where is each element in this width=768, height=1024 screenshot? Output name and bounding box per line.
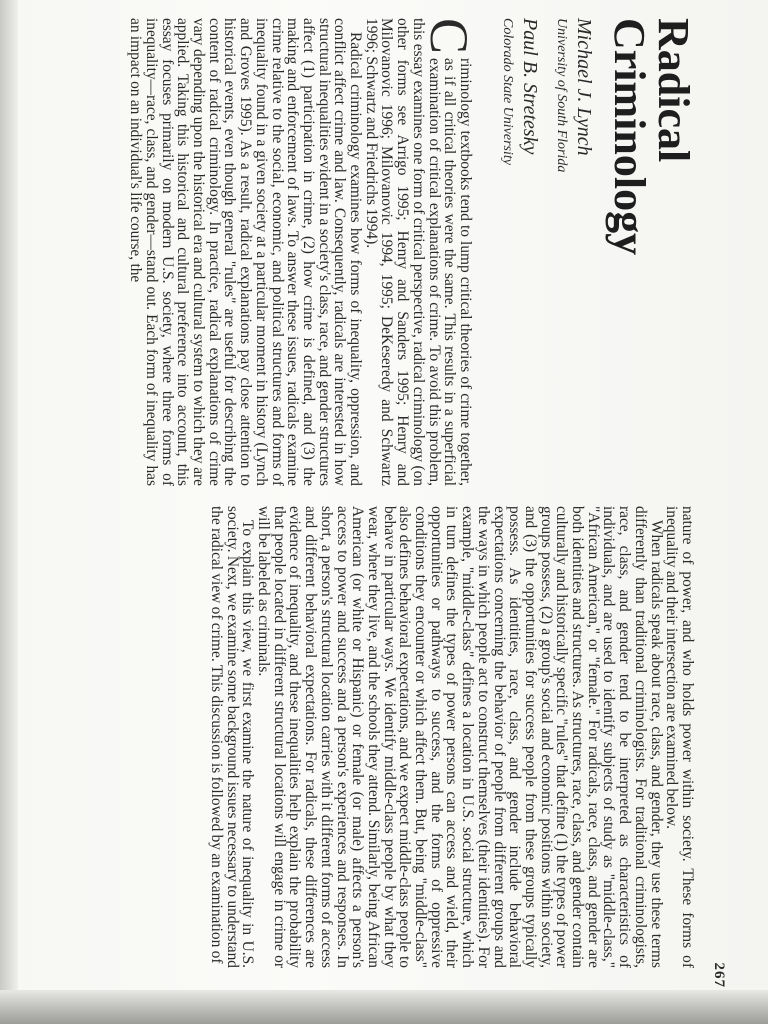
body-paragraph: nature of power, and who holds power within society. These forms of inequality and their intersection are examined below. bbox=[663, 506, 696, 968]
left-text-column bbox=[127, 18, 479, 486]
body-paragraph: To explain this view, we first examine the nature of inequality in U.S. society. Next, we examine some background issues necessary to understand the radical view of crime. This discussion is followed by an examination of bbox=[207, 506, 257, 968]
author-name-1: Michael J. Lynch bbox=[573, 18, 595, 156]
title-line-2: Criminology bbox=[605, 18, 654, 256]
intro-paragraph bbox=[362, 18, 479, 486]
title-line-1: Radical bbox=[649, 18, 698, 163]
body-paragraph: When radicals speak about race, class, and gender, they use these terms differently than traditional criminologists. For traditional criminologists, race, class, and gender tend to be interpreted as characteristics of individuals, and are used to identify subjects of study as "middle-class," "African American," or "female." For radicals, race, class, and gender are both identities and structures. As structures, race, class, and gender contain culturally and historically specific "rules" that define (1) the types of power groups possess, (2) a group's social and economic positions within society, and (3) the opportunities for success people from these groups typically possess. As identities, race, class, and gender include behavioral expectations concerning the behavior of people from different groups and the ways in which people act to construct themselves (their identities). For example, "middle-class" defines a location in U.S. social structure, which in turn defines the types of power persons can access and wield, their opportunities or pathways to success, and the forms of oppressive conditions they encounter or which affect them. But, being "middle-class" also defines behavioral expectations, and we expect middle-class people to behave in particular ways. We identify middle-class people by what they wear, where they live, and the schools they attend. Similarly, being African American (or white or Hispanic) or female (or male) affects a person's access to power and success and a person's experiences and responses. In short, a person's structural location carries with it different forms of access and different behavioral expectations. For radicals, these differences are evidence of inequality, and these inequalities help explain the probability that people located in different structural locations will engage in crime or will be labeled as criminals. bbox=[255, 506, 665, 968]
intro-paragraph-text: riminology textbooks tend to lump critical theories of crime together, as if all critical theories were the same. This results in a superficial examination of critical explanations of crime. To avoid this problem, this essay examines one form of critical perspective, radical criminology (on other forms see Arrigo 1995; Henry and Sanders 1995; Henry and Milovanovic 1996; Milovanovic 1994, 1995; DeKeseredy and Schwartz 1996; Schwartz and Friedrichs 1994). bbox=[362, 18, 474, 486]
author-name-2: Paul B. Stretesky bbox=[519, 18, 541, 155]
page-number: 267 bbox=[711, 962, 727, 988]
body-paragraph: Radical criminology examines how forms of inequality, oppression, and conflict affect crime and law. Consequently, radicals are interested in how structural inequalities evident in a society's class, race, and gender structures affect (1) participation in crime, (2) how crime is defined, and (3) the making and enforcement of laws. To answer these issues, radicals examine crime relative to the social, economic, and political structures and forms of inequality found in a given society at a particular moment in history (Lynch and Groves 1995). As a result, radical explanations pay close attention to historical events, even though general "rules" are useful for describing the content of radical criminology. In practice, radical explanations of crime vary depending upon the historical era and cultural system to which they are applied. Taking this historical and cultural preference into account, this essay focuses primarily on modern U.S. society, where three forms of inequality—race, class, and gender—stand out. Each form of inequality has an impact on an individual's life course, the bbox=[127, 18, 365, 486]
drop-cap: C bbox=[419, 18, 479, 55]
article-title bbox=[605, 18, 698, 488]
right-text-column bbox=[208, 506, 695, 968]
author-affiliation-1: University of South Florida bbox=[554, 18, 569, 173]
rotated-book-page bbox=[7, 8, 735, 1008]
author-affiliation-2: Colorado State University bbox=[500, 18, 515, 165]
